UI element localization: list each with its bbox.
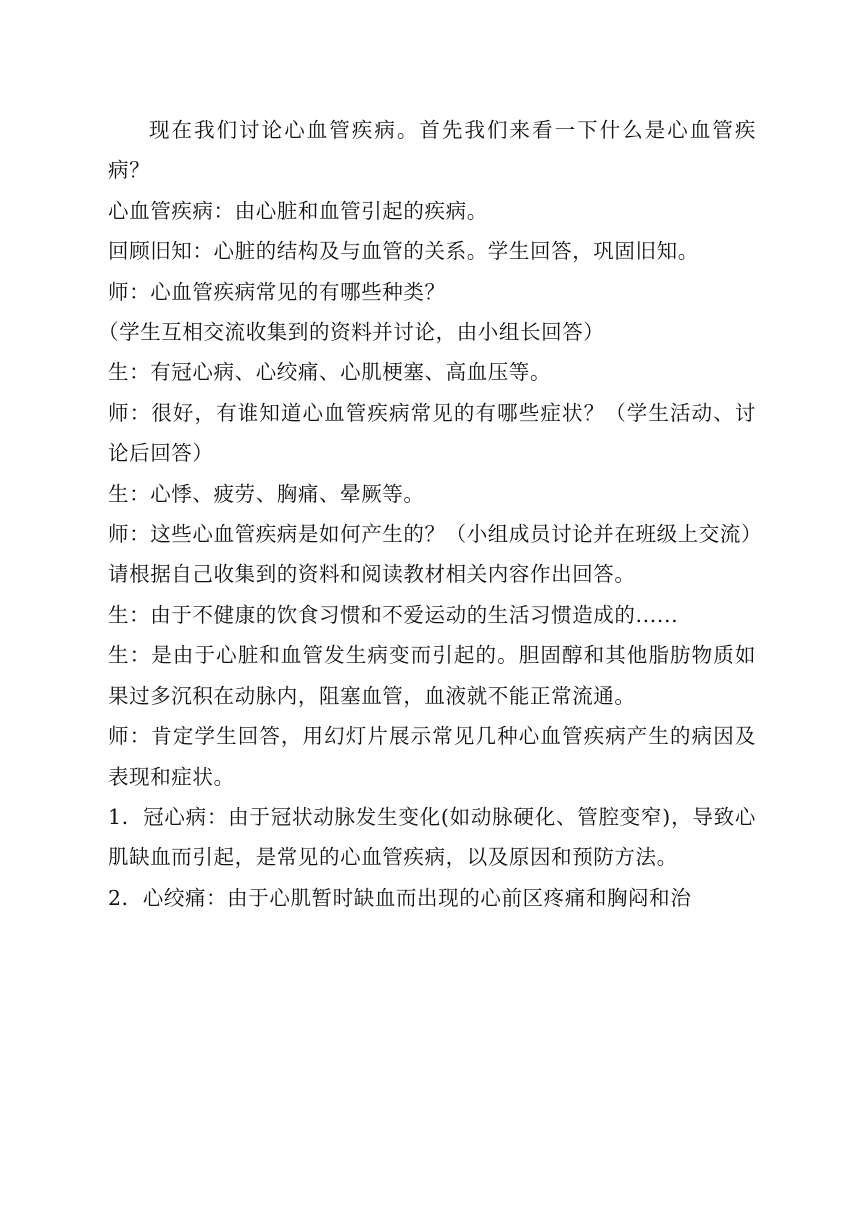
- paragraph-instruction: 请根据自己收集到的资料和阅读教材相关内容作出回答。: [108, 562, 636, 587]
- paragraph-question-causes: 师：这些心血管疾病是如何产生的？（小组成员讨论并在班级上交流）: [108, 522, 763, 547]
- paragraph-review: 回顾旧知：心脏的结构及与血管的关系。学生回答，巩固旧知。: [108, 239, 699, 264]
- list-item-angina: 2．心绞痛：由于心肌暂时缺血而出现的心前区疼痛和胸闷和治: [108, 885, 692, 910]
- list-item-coronary: 1．冠心病：由于冠状动脉发生变化(如动脉硬化、管腔变窄)，导致心肌缺血而引起，是常见的心血管疾病，以及原因和预防方法。: [108, 804, 756, 870]
- paragraph-question-symptoms: 师：很好，有谁知道心血管疾病常见的有哪些症状？（学生活动、讨论后回答）: [108, 400, 756, 466]
- paragraph-answer-types: 生：有冠心病、心绞痛、心肌梗塞、高血压等。: [108, 360, 552, 385]
- paragraph-intro: 现在我们讨论心血管疾病。首先我们来看一下什么是心血管疾病？: [108, 118, 756, 183]
- paragraph-teacher-summary: 师：肯定学生回答，用幻灯片展示常见几种心血管疾病产生的病因及表现和症状。: [108, 724, 756, 789]
- paragraph-definition: 心血管疾病：由心脏和血管引起的疾病。: [108, 198, 488, 223]
- paragraph-activity: （学生互相交流收集到的资料并讨论，由小组长回答）: [98, 320, 605, 345]
- document-body: [98, 110, 763, 918]
- paragraph-answer-causes-1: 生：由于不健康的饮食习惯和不爱运动的生活习惯造成的......: [108, 602, 679, 627]
- paragraph-answer-symptoms: 生：心悸、疲劳、胸痛、晕厥等。: [108, 481, 425, 506]
- paragraph-question-types: 师：心血管疾病常见的有哪些种类？: [108, 279, 446, 304]
- paragraph-answer-causes-2: 生：是由于心脏和血管发生病变而引起的。胆固醇和其他脂肪物质如果过多沉积在动脉内，阻塞血管，血液就不能正常流通。: [108, 643, 756, 708]
